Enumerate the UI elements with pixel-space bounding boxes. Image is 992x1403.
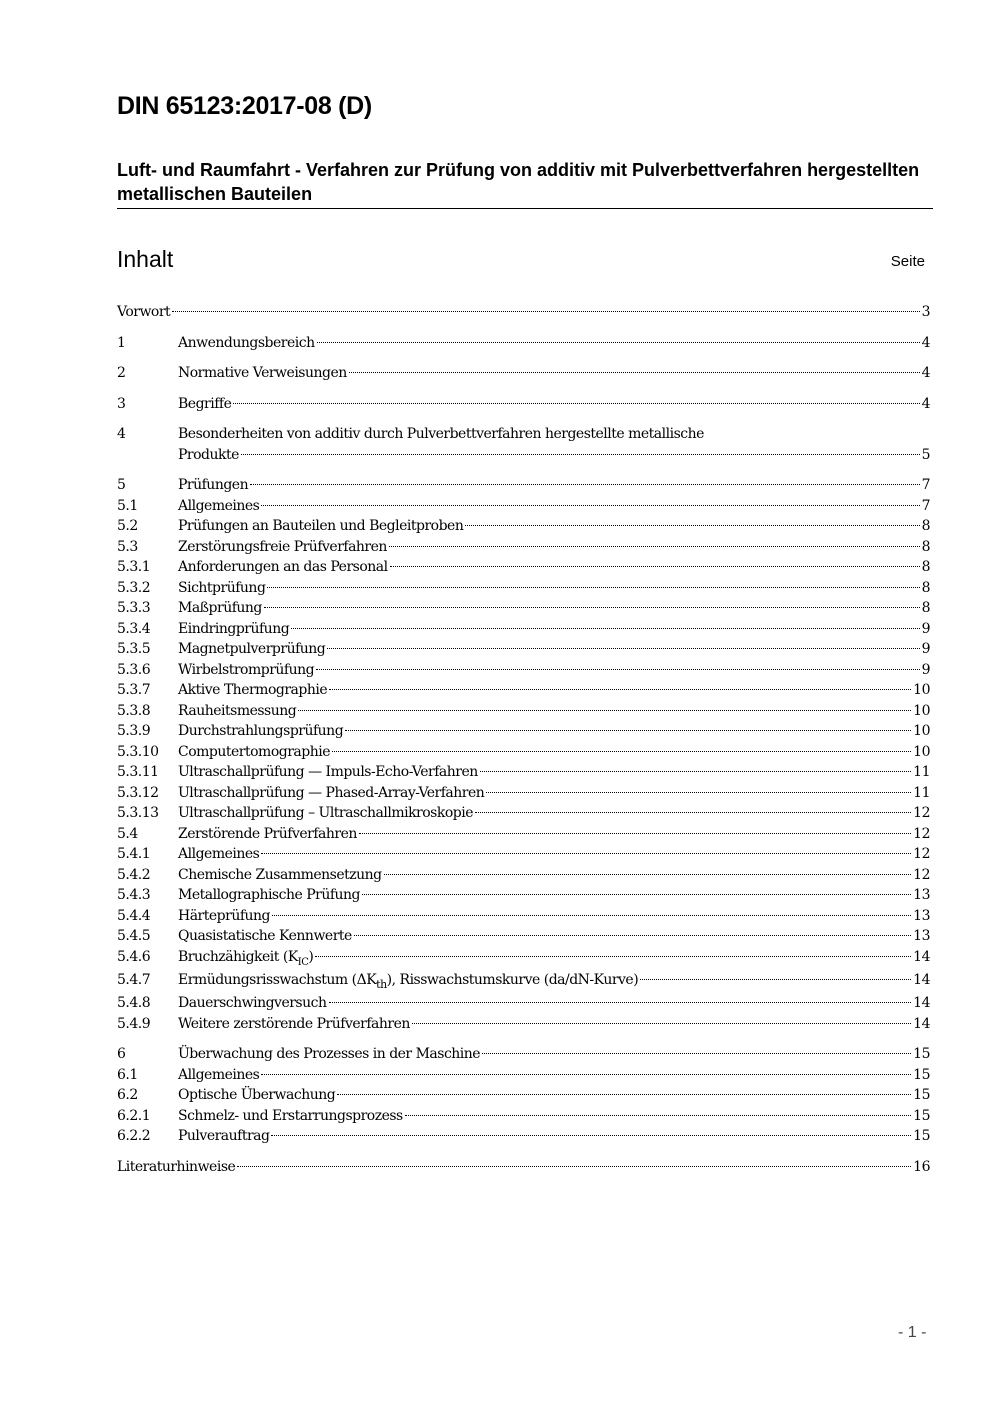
toc-entry-page: 15: [913, 1087, 930, 1103]
toc-entry-label: Schmelz- und Erstarrungsprozess: [178, 1107, 403, 1124]
toc-entry-page: 12: [913, 866, 930, 883]
toc-entry-number: 5: [117, 477, 126, 493]
toc-entry-number: 5.4.7: [117, 972, 151, 988]
toc-entry-page: 14: [913, 948, 930, 965]
toc-entry[interactable]: [117, 1014, 930, 1035]
toc-entry-page: 15: [913, 1066, 930, 1083]
toc-entry-number: 5.3.4: [117, 620, 151, 637]
toc-entry-label: Dauerschwingversuch: [178, 995, 327, 1011]
toc-entry-page: 14: [913, 972, 930, 988]
toc-entry-number: 6.1: [117, 1066, 138, 1083]
toc-entry-label: Anforderungen an das Personal: [178, 559, 388, 575]
toc-entry-page: 14: [913, 995, 930, 1011]
toc-entry-label: Prüfungen an Bauteilen und Begleitproben: [178, 518, 464, 534]
toc-entry-number: 5.3.6: [117, 661, 151, 678]
toc-entry-label: Normative Verweisungen: [178, 365, 347, 381]
toc-entry-page: 16: [913, 1158, 930, 1175]
toc-entry-label: Ultraschallprüfung – Ultraschallmikroskopie: [178, 805, 473, 821]
toc-entry-literaturhinweise[interactable]: [117, 1157, 930, 1178]
toc-entry[interactable]: [117, 516, 930, 537]
toc-entry[interactable]: [117, 333, 930, 354]
toc-entry-number: 5.4.5: [117, 928, 151, 944]
toc-entry-label: Sichtprüfung: [178, 579, 266, 596]
toc-entry-number: 5.3: [117, 538, 138, 555]
toc-entry-number: 5.3.1: [117, 559, 151, 575]
toc-entry[interactable]: [117, 557, 930, 578]
toc-entry-page: 8: [921, 559, 930, 575]
leader-dots: [298, 710, 911, 711]
toc-entry[interactable]: [117, 926, 930, 947]
toc-entry[interactable]: [117, 865, 930, 886]
toc-entry[interactable]: [117, 844, 930, 865]
document-id: DIN 65123:2017-08 (D): [117, 92, 372, 120]
leader-dots: [261, 853, 911, 854]
toc-entry-label: Zerstörende Prüfverfahren: [178, 825, 357, 842]
toc-entry-number: 5.4.3: [117, 887, 151, 903]
leader-dots: [261, 505, 919, 506]
toc-entry-number: 2: [117, 365, 126, 381]
toc-entry-number: 6.2.2: [117, 1128, 151, 1144]
leader-dots: [315, 956, 911, 957]
toc-entry-page: 11: [913, 784, 930, 801]
toc-entry-page: 7: [921, 477, 930, 493]
toc-entry-number: 5.3.2: [117, 579, 151, 596]
toc-entry-page: 8: [921, 538, 930, 555]
toc-entry-number: 5.4.9: [117, 1015, 151, 1032]
leader-dots: [237, 1166, 911, 1167]
toc-entry-label: Magnetpulverprüfung: [178, 641, 326, 657]
toc-entry[interactable]: [117, 363, 930, 384]
leader-dots: [465, 525, 919, 526]
toc-entry-page: 7: [921, 497, 930, 514]
leader-dots: [233, 403, 919, 404]
label-text: Bruchzähigkeit (K: [178, 948, 298, 965]
leader-dots: [389, 546, 920, 547]
toc-entry[interactable]: [117, 1065, 930, 1086]
toc-entry-page: 8: [921, 579, 930, 596]
leader-dots: [480, 771, 911, 772]
leader-dots: [317, 342, 920, 343]
toc-entry-number: 5.3.3: [117, 600, 151, 616]
label-text: Ermüdungsrisswachstum (ΔK: [178, 972, 377, 988]
toc-entry-number: 1: [117, 334, 126, 351]
toc-entry-label: Metallographische Prüfung: [178, 887, 361, 903]
table-of-contents: [117, 302, 930, 1177]
toc-entry-page: 4: [921, 395, 930, 412]
toc-entry-page: 15: [913, 1046, 930, 1062]
toc-entry[interactable]: [117, 660, 930, 681]
toc-entry-label: Zerstörungsfreie Prüfverfahren: [178, 538, 387, 555]
toc-entry-page: 12: [913, 805, 930, 821]
toc-entry-number: 4: [117, 426, 126, 442]
toc-entry-label: Prüfungen: [178, 477, 249, 493]
toc-entry-label: Anwendungsbereich: [178, 334, 315, 351]
toc-entry-label: Rauheitsmessung: [178, 702, 297, 719]
toc-entry-label: Begriffe: [178, 395, 232, 412]
toc-entry-label: Literaturhinweise: [117, 1158, 236, 1175]
toc-entry-number: 6.2.1: [117, 1107, 151, 1124]
leader-dots: [354, 935, 911, 936]
toc-entry-number: 5.1: [117, 497, 138, 514]
toc-entry-number: 5.3.12: [117, 784, 159, 801]
toc-entry-label: Quasistatische Kennwerte: [178, 928, 352, 944]
toc-entry-number: 5.3.9: [117, 723, 151, 739]
leader-dots: [405, 1115, 911, 1116]
leader-dots: [172, 311, 919, 312]
toc-entry-page: 13: [913, 907, 930, 924]
leader-dots: [359, 833, 911, 834]
toc-entry-label: Computertomographie: [178, 743, 330, 760]
toc-entry-page: 10: [913, 682, 930, 698]
leader-dots: [384, 874, 912, 875]
toc-entry[interactable]: [117, 906, 930, 927]
toc-entry-page: 12: [913, 825, 930, 842]
toc-entry-label: Weitere zerstörende Prüfverfahren: [178, 1015, 410, 1032]
toc-entry-number: 5.4.1: [117, 846, 151, 862]
toc-entry-number: 5.4.4: [117, 907, 151, 924]
toc-entry-number: 6.2: [117, 1087, 138, 1103]
toc-entry-page: 9: [921, 620, 930, 637]
leader-dots: [327, 648, 919, 649]
toc-entry[interactable]: [117, 1106, 930, 1127]
leader-dots: [291, 628, 919, 629]
toc-entry-label: Härteprüfung: [178, 907, 271, 924]
toc-entry-page: 12: [913, 846, 930, 862]
toc-entry-page: 10: [913, 723, 930, 739]
toc-entry-label: Pulverauftrag: [178, 1128, 270, 1144]
toc-entry-label: Ultraschallprüfung — Impuls-Echo-Verfahren: [178, 764, 478, 780]
toc-entry[interactable]: [117, 885, 930, 906]
toc-entry-label-line1: Besonderheiten von additiv durch Pulverbettverfahren hergestellte metallische: [178, 426, 704, 442]
leader-dots: [337, 1094, 911, 1095]
leader-dots: [332, 751, 911, 752]
toc-entry-number: 5.4.2: [117, 866, 151, 883]
toc-entry[interactable]: [117, 947, 930, 968]
label-text-after: ): [308, 948, 314, 965]
toc-entry-number: 5.4.8: [117, 995, 151, 1011]
leader-dots: [486, 792, 911, 793]
toc-entry-label: Wirbelstromprüfung: [178, 661, 315, 678]
leader-dots: [475, 812, 911, 813]
toc-entry-number: 5.3.7: [117, 682, 151, 698]
toc-entry-label: Chemische Zusammensetzung: [178, 866, 382, 883]
toc-entry[interactable]: [117, 680, 930, 701]
toc-entry[interactable]: [117, 1044, 930, 1065]
label-text-after: ), Risswachstumskurve (da/dN-Kurve): [386, 972, 639, 988]
toc-entry-page: 13: [913, 928, 930, 944]
toc-entry[interactable]: [117, 803, 930, 824]
toc-entry-page: 14: [913, 1015, 930, 1032]
toc-entry-page: 8: [921, 600, 930, 616]
toc-entry-number: 6: [117, 1046, 126, 1062]
toc-heading: Inhalt: [117, 246, 174, 272]
leader-dots: [412, 1023, 911, 1024]
toc-entry-label: Aktive Thermographie: [178, 682, 328, 698]
page-column-label: Seite: [890, 253, 925, 270]
toc-entry[interactable]: [117, 783, 930, 804]
label-subscript: IC: [297, 956, 309, 968]
toc-entry-number: 5.3.11: [117, 764, 159, 780]
page-number: - 1 -: [898, 1324, 927, 1341]
toc-entry[interactable]: [117, 424, 930, 465]
toc-entry-number: 5.2: [117, 518, 138, 534]
toc-entry[interactable]: [117, 762, 930, 783]
document-title: Luft- und Raumfahrt - Verfahren zur Prüfung von additiv mit Pulverbettverfahren hergestellten metallischen Bauteilen: [117, 158, 933, 209]
leader-dots: [241, 454, 920, 455]
leader-dots: [640, 979, 911, 980]
toc-entry[interactable]: [117, 639, 930, 660]
toc-entry-number: 5.4.6: [117, 948, 151, 965]
toc-entry-page: 8: [921, 518, 930, 534]
leader-dots: [316, 669, 919, 670]
toc-entry-page: 11: [913, 764, 930, 780]
toc-entry-label: Allgemeines: [178, 1066, 260, 1083]
toc-entry-number: 3: [117, 395, 126, 412]
leader-dots: [349, 372, 920, 373]
toc-entry-page: 4: [921, 334, 930, 351]
toc-entry[interactable]: [117, 721, 930, 742]
leader-dots: [362, 894, 911, 895]
toc-entry[interactable]: [117, 598, 930, 619]
leader-dots: [264, 607, 920, 608]
leader-dots: [250, 484, 919, 485]
toc-entry-label: Eindringprüfung: [178, 620, 290, 637]
leader-dots: [482, 1053, 911, 1054]
toc-entry[interactable]: [117, 475, 930, 496]
leader-dots: [329, 1002, 912, 1003]
toc-entry-page: 15: [913, 1107, 930, 1124]
leader-dots: [329, 689, 911, 690]
toc-entry-page: 15: [913, 1128, 930, 1144]
toc-entry[interactable]: [117, 824, 930, 845]
toc-entry[interactable]: [117, 1085, 930, 1106]
toc-entry-label: Maßprüfung: [178, 600, 262, 616]
toc-entry-number: 5.3.8: [117, 702, 151, 719]
leader-dots: [390, 566, 920, 567]
toc-entry[interactable]: [117, 701, 930, 722]
toc-entry-page: 10: [913, 743, 930, 760]
toc-entry-page: 4: [921, 365, 930, 381]
leader-dots: [272, 915, 911, 916]
toc-entry[interactable]: [117, 619, 930, 640]
toc-entry-page: 9: [921, 641, 930, 657]
toc-entry-page: 13: [913, 887, 930, 903]
toc-entry-number: 5.3.13: [117, 805, 159, 821]
toc-entry-label: Ultraschallprüfung — Phased-Array-Verfahren: [178, 784, 485, 801]
leader-dots: [261, 1074, 911, 1075]
toc-entry-label: Durchstrahlungsprüfung: [178, 723, 344, 739]
toc-entry[interactable]: [117, 967, 930, 993]
toc-entry[interactable]: [117, 394, 930, 415]
toc-entry-label: Allgemeines: [178, 846, 260, 862]
toc-entry[interactable]: [117, 742, 930, 763]
toc-entry-number: 5.3.10: [117, 743, 159, 760]
toc-entry-label: Optische Überwachung: [178, 1087, 336, 1103]
toc-entry-label: Allgemeines: [178, 497, 260, 514]
toc-entry-number: 5.3.5: [117, 641, 151, 657]
toc-entry-label: Überwachung des Prozesses in der Maschine: [178, 1046, 481, 1062]
toc-entry-page: 3: [921, 304, 930, 320]
label-subscript: th: [376, 977, 387, 991]
toc-entry[interactable]: [117, 1126, 930, 1147]
toc-entry-vorwort[interactable]: [117, 302, 930, 323]
toc-entry-page: 5: [921, 446, 930, 463]
toc-entry[interactable]: [117, 578, 930, 599]
toc-entry[interactable]: [117, 537, 930, 558]
toc-entry-page: 9: [921, 661, 930, 678]
toc-entry-label: Vorwort: [117, 304, 171, 320]
toc-entry-page: 10: [913, 702, 930, 719]
leader-dots: [345, 730, 911, 731]
toc-entry-label: Produkte: [178, 446, 239, 463]
leader-dots: [271, 1135, 911, 1136]
toc-entry[interactable]: [117, 993, 930, 1014]
toc-entry[interactable]: [117, 496, 930, 517]
toc-entry-number: 5.4: [117, 825, 138, 842]
leader-dots: [267, 587, 919, 588]
